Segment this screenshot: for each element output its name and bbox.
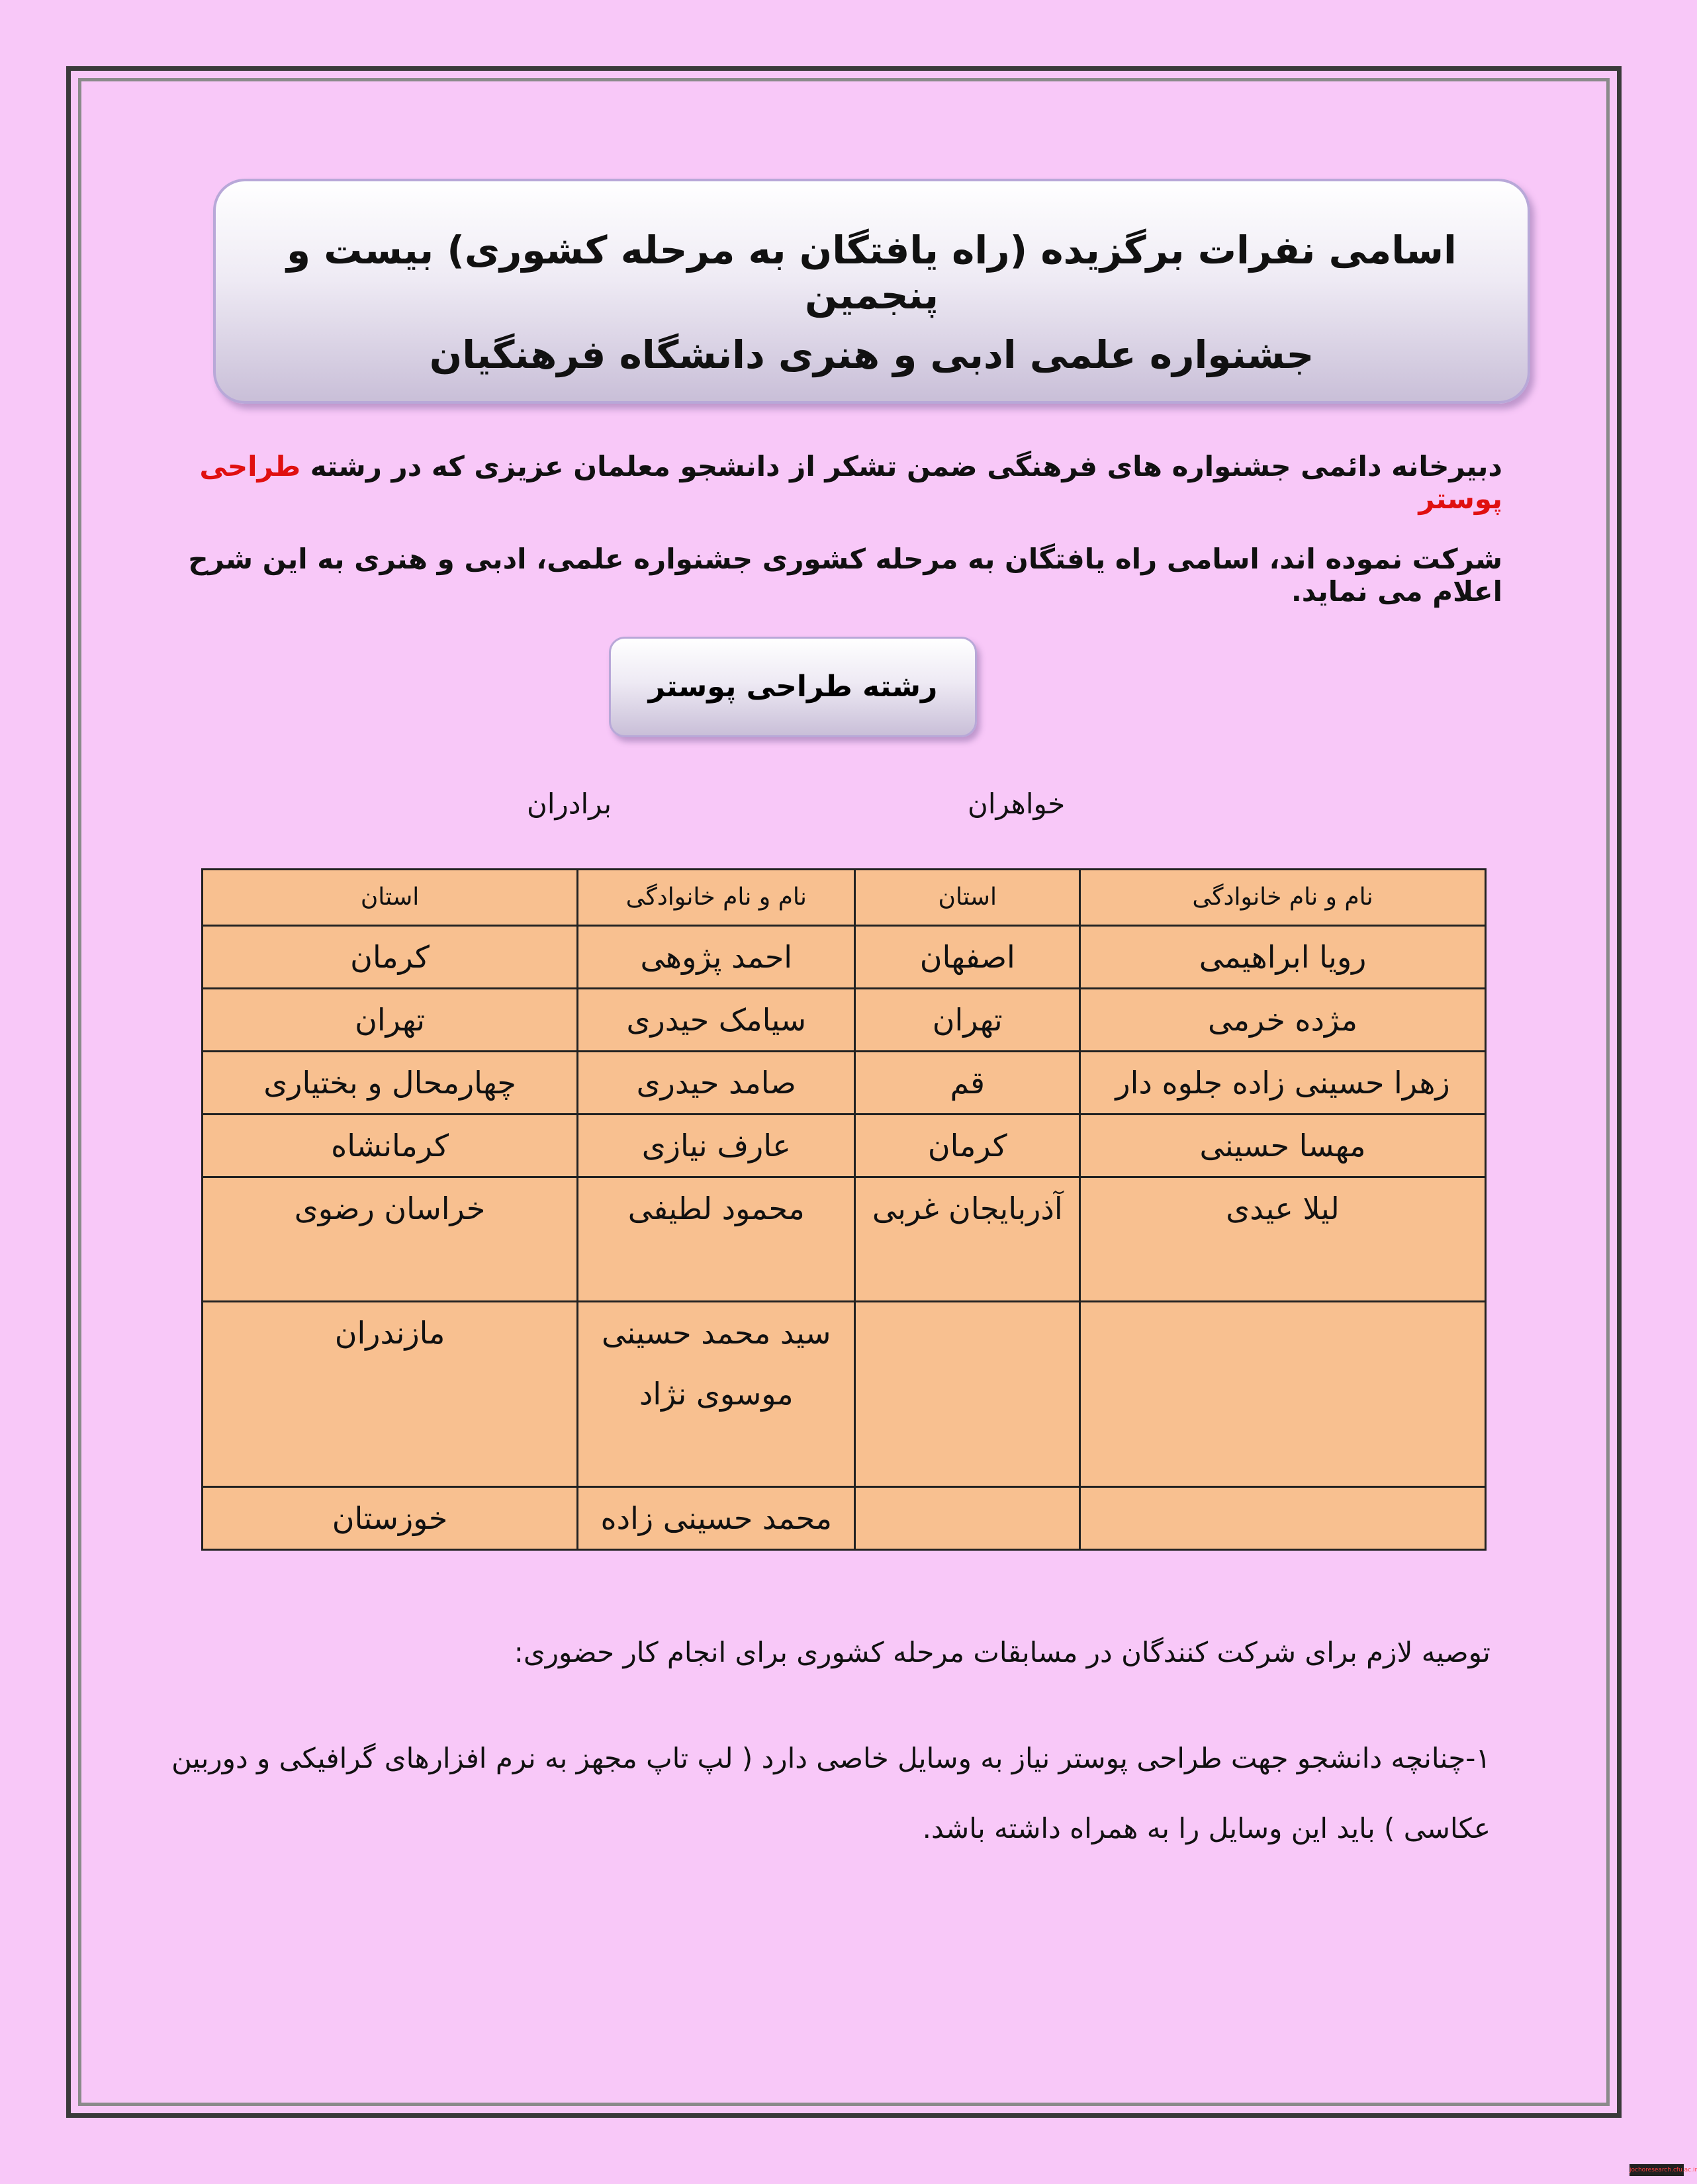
sister-province-cell: اصفهان — [855, 926, 1080, 989]
table-row — [203, 1115, 1486, 1177]
sister-name-cell: لیلا عیدی — [1080, 1177, 1486, 1302]
brother-name-cell: صامد حیدری — [578, 1052, 855, 1115]
brother-name-cell: احمد پژوهی — [578, 926, 855, 989]
brother-name-cell: محمود لطیفی — [578, 1177, 855, 1302]
badge-suffix: cfu.ac.ir — [1673, 2167, 1697, 2173]
sister-province-cell: تهران — [855, 989, 1080, 1052]
table-row — [203, 1487, 1486, 1550]
advice-heading: توصیه لازم برای شرکت کنندگان در مسابقات مرحله کشوری برای انجام کار حضوری: — [514, 1636, 1491, 1668]
table-row — [203, 989, 1486, 1052]
header-sister-province: استان — [855, 870, 1080, 926]
brother-province-cell: خوزستان — [203, 1487, 578, 1550]
sister-province-cell: کرمان — [855, 1115, 1080, 1177]
table-header-row — [203, 870, 1486, 926]
brother-name-cell: عارف نیازی — [578, 1115, 855, 1177]
intro-text: دبیرخانه دائمی جشنواره های فرهنگی ضمن تشکر از دانشجو معلمان عزیزی که در رشته — [300, 450, 1502, 482]
advice-item-1: ۱-چنانچه دانشجو جهت طراحی پوستر نیاز به وسایل خاصی دارد ( لپ تاپ مجهز به نرم افزارهای گرافیکی و دوربین عکاسی ) باید این وسایل را به همراه داشته باشد. — [171, 1742, 1491, 1844]
brother-name-cell: محمد حسینی زاده — [578, 1487, 855, 1550]
brothers-label: برادران — [527, 788, 612, 820]
sister-name-cell: زهرا حسینی زاده جلوه دار — [1080, 1052, 1486, 1115]
brother-province-cell: کرمانشاه — [203, 1115, 578, 1177]
intro-line-1 — [113, 450, 1502, 515]
sister-province-cell: قم — [855, 1052, 1080, 1115]
sister-name-cell: رویا ابراهیمی — [1080, 926, 1486, 989]
sisters-label: خواهران — [968, 788, 1066, 820]
brother-name-cell: سید محمد حسینی موسوی نژاد — [578, 1302, 855, 1487]
brother-province-cell: کرمان — [203, 926, 578, 989]
brother-province-cell: مازندران — [203, 1302, 578, 1487]
winners-table — [201, 868, 1487, 1551]
intro-highlight: طراحی پوستر — [199, 450, 1502, 515]
brother-name-cell: سیامک حیدری — [578, 989, 855, 1052]
title-banner — [213, 179, 1530, 404]
badge-prefix: jochoresearch. — [1629, 2167, 1673, 2173]
table-row — [203, 1052, 1486, 1115]
title-line-2: جشنواره علمی ادبی و هنری دانشگاه فرهنگیان — [429, 332, 1314, 377]
table-row — [203, 1302, 1486, 1487]
intro-line-2: شرکت نموده اند، اسامی راه یافتگان به مرحله کشوری جشنواره علمی، ادبی و هنری به این شرح اعلام می نماید. — [188, 543, 1502, 608]
sister-name-cell — [1080, 1487, 1486, 1550]
brother-province-cell: تهران — [203, 989, 578, 1052]
sister-province-cell — [855, 1487, 1080, 1550]
sister-name-cell — [1080, 1302, 1486, 1487]
source-badge — [1629, 2164, 1697, 2176]
sister-name-cell: مهسا حسینی — [1080, 1115, 1486, 1177]
category-badge: رشته طراحی پوستر — [609, 637, 977, 737]
header-brother-province: استان — [203, 870, 578, 926]
table-row — [203, 926, 1486, 989]
table-row — [203, 1177, 1486, 1302]
brother-province-cell: چهارمحال و بختیاری — [203, 1052, 578, 1115]
header-brother-name: نام و نام خانوادگی — [578, 870, 855, 926]
title-line-1: اسامی نفرات برگزیده (راه یافتگان به مرحله کشوری) بیست و پنجمین — [287, 228, 1457, 318]
sister-province-cell: آذربایجان غربی — [855, 1177, 1080, 1302]
header-sister-name: نام و نام خانوادگی — [1080, 870, 1486, 926]
sister-province-cell — [855, 1302, 1080, 1487]
brother-province-cell: خراسان رضوی — [203, 1177, 578, 1302]
sister-name-cell: مژده خرمی — [1080, 989, 1486, 1052]
